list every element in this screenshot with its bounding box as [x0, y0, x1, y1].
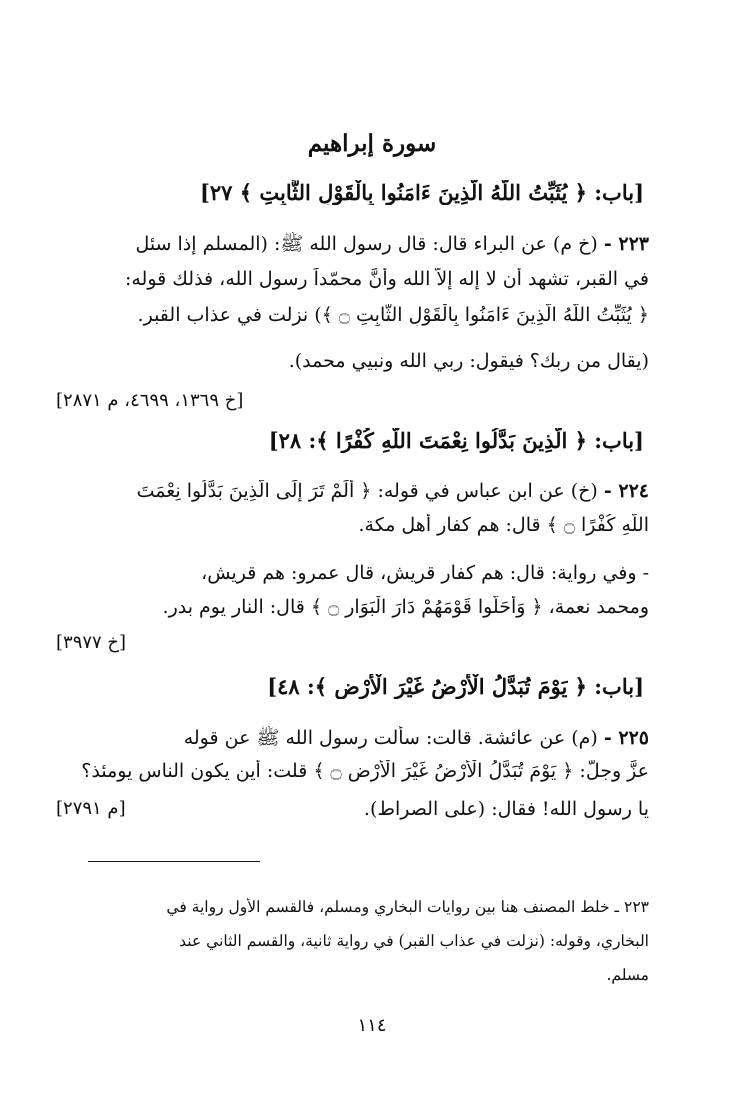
hadith-223-line-3: ﴿ يُثَبِّتُ اللَّهُ الَّذِينَ ءَامَنُوا بِالْقَوْلِ الثَّابِتِ ۝ ﴾) نزلت في عذاب القبر. [137, 304, 649, 326]
hadith-225-ref: [م ٢٧٩١] [56, 798, 126, 819]
bab-heading-48: [باب: ﴿ يَوْمَ تُبَدَّلُ الْأَرْضُ غَيْرَ الْأَرْضِ ﴾: ٤٨] [267, 674, 644, 699]
hadith-text: (م) عن عائشة. قالت: سألت رسول الله ﷺ عن قوله [183, 727, 598, 749]
hadith-223-line-2: في القبر، تشهد أن لا إله إلاَّ الله وأنَّ محمّداً رسول الله، فذلك قوله: [124, 268, 649, 290]
footnote-line-2: البخاري، وقوله: (نزلت في عذاب القبر) في رواية ثانية، والقسم الثاني عند [179, 932, 649, 950]
hadith-number: ٢٢٥ - [603, 727, 649, 749]
hadith-225-line-3: يا رسول الله! فقال: (على الصراط). [363, 798, 649, 820]
hadith-224-variant-2: ومحمد نعمة، ﴿ وَأَحَلُّوا قَوْمَهُمْ دَارَ الْبَوَارِ ۝ ﴾ قال: النار يوم بدر. [162, 596, 649, 618]
hadith-224-variant-1: - وفي رواية: قال: هم كفار قريش، قال عمرو: هم قريش، [201, 562, 649, 584]
hadith-223-ref: [خ ١٣٦٩، ٤٦٩٩، م ٢٨٧١] [56, 390, 244, 411]
hadith-224-ref: [خ ٣٩٧٧] [56, 632, 127, 653]
hadith-text: (خ م) عن البراء قال: قال رسول الله ﷺ: (المسلم إذا سئل [135, 233, 598, 255]
hadith-225-line-2: عزَّ وجلّ: ﴿ يَوْمَ تُبَدَّلُ الْأَرْضُ غَيْرَ الْأَرْضِ ۝ ﴾ قلت: أين يكون الناس يومئذ؟ [81, 760, 649, 782]
hadith-224-line-1 [49, 480, 649, 502]
hadith-224-line-2: اللَّهِ كُفْرًا ۝ ﴾ قال: هم كفار أهل مكة. [358, 514, 649, 536]
hadith-number: ٢٢٣ - [603, 233, 649, 255]
hadith-225-line-1 [49, 726, 649, 754]
footnote-divider [88, 861, 260, 862]
page-title: سورة إبراهيم [307, 130, 437, 157]
footnote-line-1: ٢٢٣ ـ خلط المصنف هنا بين روايات البخاري ومسلم، فالقسم الأول رواية في [166, 898, 649, 916]
hadith-223-extra: (يقال من ربك؟ فيقول: ربي الله ونبيي محمد). [288, 350, 649, 372]
bab-heading-28: [باب: ﴿ الَّذِينَ بَدَّلُوا نِعْمَتَ اللَّهِ كُفْرًا ﴾: ٢٨] [268, 428, 644, 453]
bab-heading-27: [باب: ﴿ يُثَبِّتُ اللَّهُ الَّذِينَ ءَامَنُوا بِالْقَوْلِ الثَّابِتِ ﴾ ٢٧] [199, 180, 644, 205]
hadith-text: (خ) عن ابن عباس في قوله: ﴿ أَلَمْ تَرَ إِلَى الَّذِينَ بَدَّلُوا نِعْمَتَ [136, 480, 598, 502]
hadith-number: ٢٢٤ - [603, 480, 649, 502]
footnote-line-3: مسلم. [606, 966, 649, 984]
hadith-223-line-1 [49, 232, 649, 260]
page-number: ١١٤ [357, 1015, 387, 1036]
